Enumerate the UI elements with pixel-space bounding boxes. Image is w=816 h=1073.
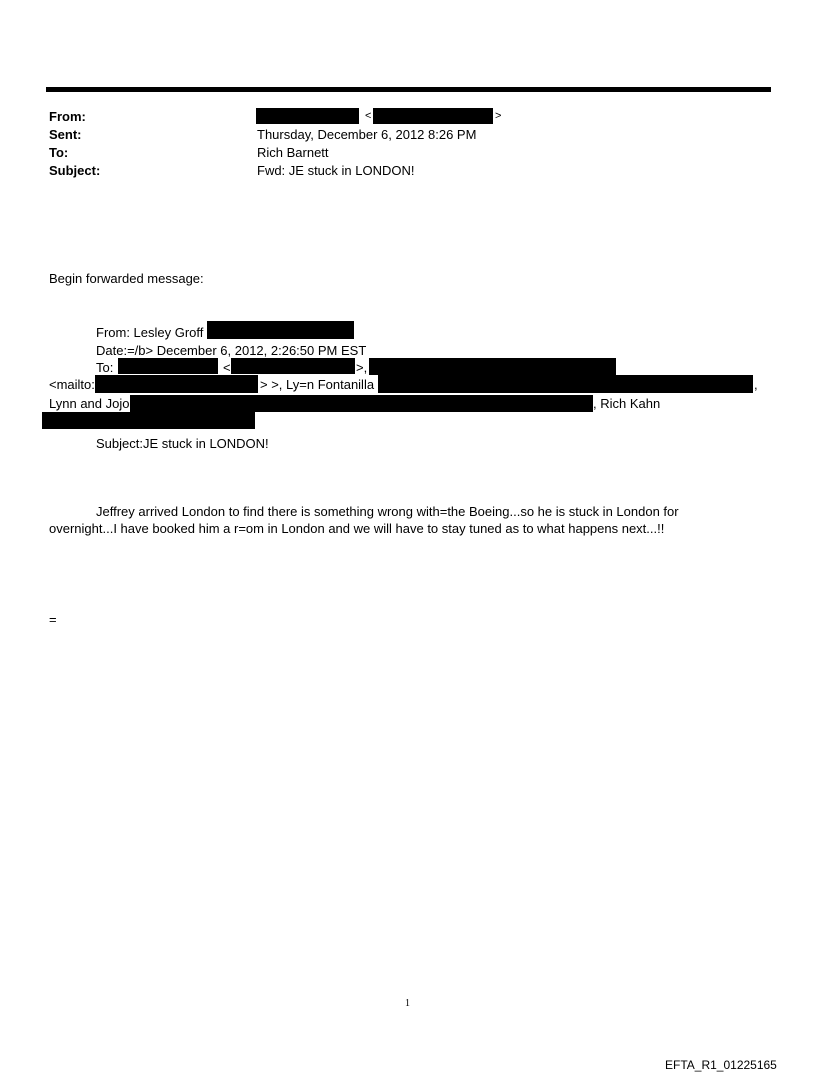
redaction-fontanilla-email	[378, 375, 753, 393]
rich-kahn: , Rich Kahn	[593, 396, 661, 411]
mailto-tail: > >, Ly=n Fontanilla	[260, 377, 375, 392]
document-id: EFTA_R1_01225165	[665, 1058, 777, 1072]
fwd-subject: Subject:JE stuck in LONDON!	[96, 436, 269, 451]
fwd-to-gtcomma: >,	[356, 360, 368, 375]
from-gt: >	[495, 110, 502, 122]
line3-comma: ,	[754, 377, 758, 392]
page-number: 1	[405, 998, 410, 1009]
mailto-text: <mailto:	[49, 377, 95, 392]
from-label: From:	[49, 109, 86, 124]
to-label: To:	[49, 145, 69, 160]
redaction-lynn-jojo-email	[130, 395, 593, 412]
fwd-to-label: To:	[96, 360, 114, 375]
redaction-from-email	[373, 108, 493, 124]
lynn-jojo: Lynn and Jojo	[49, 396, 130, 411]
fwd-date: Date:=/b> December 6, 2012, 2:26:50 PM EST	[96, 343, 367, 358]
sent-value: Thursday, December 6, 2012 8:26 PM	[257, 127, 477, 142]
intro-text: Begin forwarded message:	[49, 271, 204, 286]
redaction-mailto	[95, 375, 258, 393]
subject-value: Fwd: JE stuck in LONDON!	[257, 163, 415, 178]
subject-label: Subject:	[49, 163, 101, 178]
equals-sign: =	[49, 612, 57, 627]
header-rule	[46, 87, 771, 92]
fwd-to-lt: <	[223, 360, 231, 375]
redaction-to-1	[118, 358, 218, 374]
to-value: Rich Barnett	[257, 145, 329, 160]
redaction-fwd-from-email	[207, 321, 354, 339]
paragraph-line-1: Jeffrey arrived London to find there is something wrong with=the Boeing...so he is stuck in London for	[96, 504, 679, 519]
redaction-to-3	[369, 358, 616, 375]
fwd-from: From: Lesley Groff	[96, 325, 204, 340]
redaction-to-2	[231, 358, 355, 374]
redaction-rich-kahn-email	[42, 412, 255, 429]
from-lt: <	[365, 110, 372, 122]
paragraph-line-2: overnight...I have booked him a r=om in London and we will have to stay tuned as to what happens next...!!	[49, 521, 665, 536]
redaction-from-name	[256, 108, 359, 124]
sent-label: Sent:	[49, 127, 82, 142]
